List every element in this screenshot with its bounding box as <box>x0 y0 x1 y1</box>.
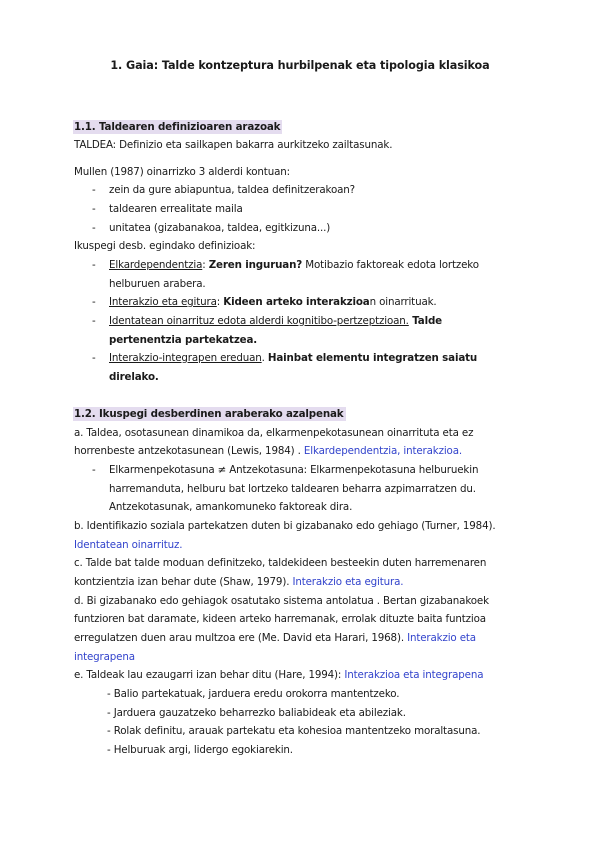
paragraph-line: funtzioren bat daramate, kideen arteko harremanak, errolak dituzte baita funtzioa <box>74 613 486 625</box>
page-title: 1. Gaia: Talde kontzeptura hurbilpenak eta tipologia klasikoa <box>110 59 490 72</box>
paragraph-line <box>74 631 476 645</box>
list-item: - Rolak definitu, arauak partekatu eta kohesioa mantentzeko moraltasuna. <box>107 725 481 737</box>
list-item <box>109 314 442 328</box>
text-run: : <box>202 259 209 271</box>
list-item-continuation: helburuen arabera. <box>109 278 206 290</box>
bold-text: Kideen arteko interakzioa <box>223 296 370 308</box>
section-heading <box>74 120 282 134</box>
paragraph-line: Ikuspegi desb. egindako definizioak: <box>74 240 256 252</box>
list-item: unitatea (gizabanakoa, taldea, egitkizuna...) <box>109 222 331 234</box>
colored-note: integrapena <box>74 651 135 663</box>
paragraph-line: TALDEA: Definizio eta sailkapen bakarra aurkitzeko zailtasunak. <box>74 139 393 151</box>
underlined-term: Interakzio-integrapen ereduan <box>109 352 262 364</box>
text-run: Motibazio faktoreak edota lortzeko <box>302 259 479 271</box>
paragraph-line: a. Taldea, osotasunean dinamikoa da, elkarmenpekotasunean oinarrituta eta ez <box>74 427 474 439</box>
list-item-continuation: direlako. <box>109 371 159 383</box>
list-dash: - <box>92 464 96 476</box>
paragraph-line <box>74 575 403 589</box>
paragraph-line: d. Bi gizabanako edo gehiagok osatutako sistema antolatua . Bertan gizabanakoek <box>74 595 489 607</box>
list-dash: - <box>92 315 96 327</box>
list-item <box>109 351 477 365</box>
list-item <box>109 295 437 309</box>
list-item: zein da gure abiapuntua, taldea definitzerakoan? <box>109 184 355 196</box>
text-run: . <box>261 352 268 364</box>
list-item-continuation: pertenentzia partekatzea. <box>109 334 258 346</box>
underlined-term: Identatean oinarrituz edota alderdi kognitibo-pertzeptzioan. <box>109 315 409 327</box>
underlined-term: Elkardependentzia <box>109 259 203 271</box>
heading-highlight: 1.2. Ikuspegi desberdinen araberako azalpenak <box>74 408 344 420</box>
list-dash: - <box>92 184 96 196</box>
text-run: kontzientzia izan behar dute (Shaw, 1979). <box>74 576 293 588</box>
paragraph-line <box>74 444 462 458</box>
list-dash: - <box>92 203 96 215</box>
list-dash: - <box>92 222 96 234</box>
colored-note: Interakzioa eta integrapena <box>344 669 484 681</box>
list-item: - Balio partekatuak, jarduera eredu orokorra mantentzeko. <box>107 688 400 700</box>
bold-text: Talde <box>408 315 443 327</box>
list-item: Elkarmenpekotasuna ≠ Antzekotasuna: Elkarmenpekotasuna helburuekin <box>109 464 479 476</box>
list-item: - Jarduera gauzatzeko beharrezko baliabideak eta abileziak. <box>107 707 406 719</box>
list-item <box>109 258 479 272</box>
colored-note: Interakzio eta <box>407 632 476 644</box>
underlined-term: Interakzio eta egitura <box>109 296 217 308</box>
colored-note: Elkardependentzia, interakzioa. <box>303 445 462 457</box>
section-heading <box>74 407 346 421</box>
list-dash: - <box>92 352 96 364</box>
heading-highlight: 1.1. Taldearen definizioaren arazoak <box>74 121 281 133</box>
paragraph-line: c. Talde bat talde moduan definitzeko, taldekideen besteekin duten harremenaren <box>74 557 487 569</box>
list-item: taldearen errealitate maila <box>109 203 243 215</box>
list-item-continuation: harremanduta, helburu bat lortzeko taldearen beharra azpimarratzen du. <box>109 483 476 495</box>
list-dash: - <box>92 259 96 271</box>
paragraph-line <box>74 668 483 682</box>
list-item-continuation: Antzekotasunak, amankomuneko faktoreak dira. <box>109 501 353 513</box>
text-run: : <box>216 296 224 308</box>
text-run: e. Taldeak lau ezaugarri izan behar ditu (Hare, 1994): <box>74 669 345 681</box>
paragraph-line: Mullen (1987) oinarrizko 3 alderdi kontuan: <box>74 166 290 178</box>
list-item: - Helburuak argi, lidergo egokiarekin. <box>107 744 293 756</box>
text-run: n oinarrituak. <box>369 296 437 308</box>
bold-text: Hainbat elementu integratzen saiatu <box>267 352 478 364</box>
bold-text: Zeren inguruan? <box>208 259 303 271</box>
paragraph-line: b. Identifikazio soziala partekatzen duten bi gizabanako edo gehiago (Turner, 1984). <box>74 520 496 532</box>
text-run: erregulatzen duen arau multzoa ere (Me. David eta Harari, 1968). <box>74 632 408 644</box>
list-dash: - <box>92 296 96 308</box>
colored-note: Identatean oinarrituz. <box>74 539 183 551</box>
colored-note: Interakzio eta egitura. <box>292 576 404 588</box>
text-run: horrenbeste antzekotasunean (Lewis, 1984) . <box>74 445 304 457</box>
